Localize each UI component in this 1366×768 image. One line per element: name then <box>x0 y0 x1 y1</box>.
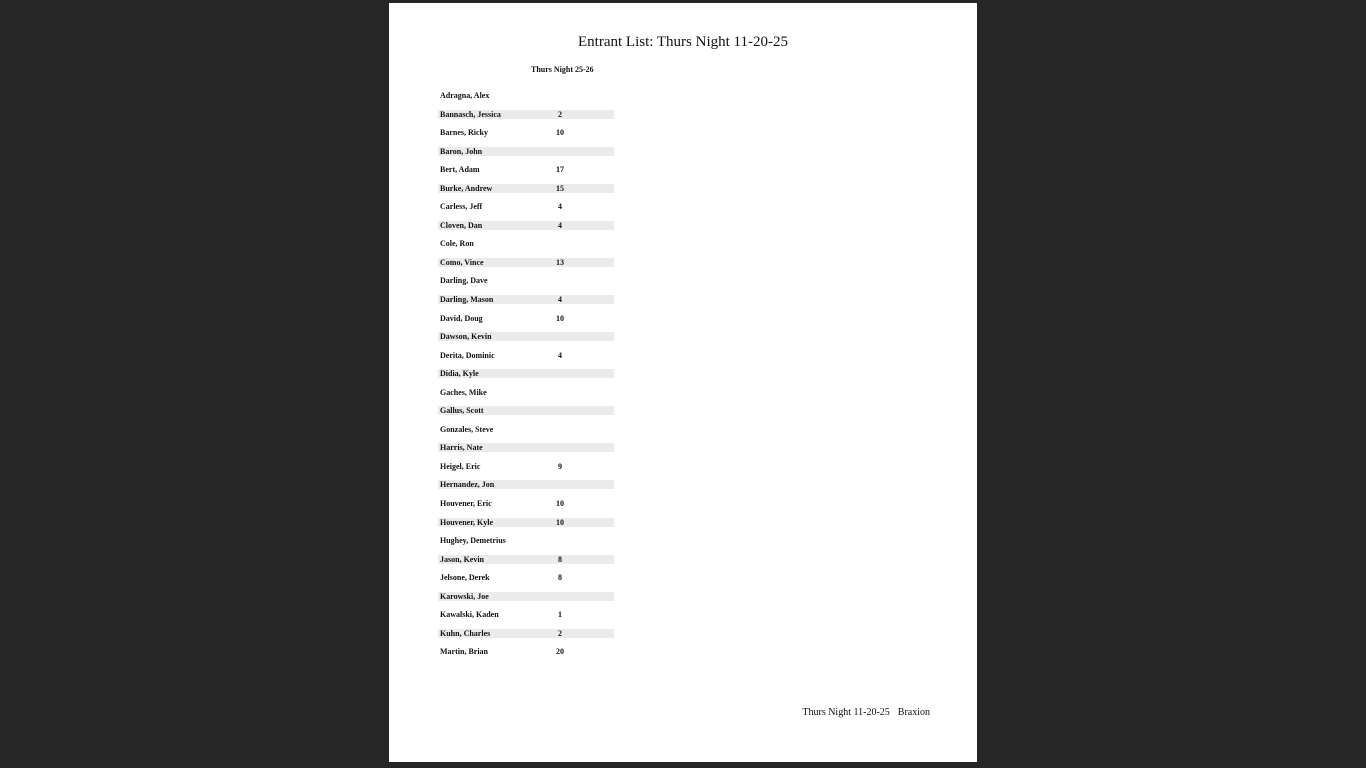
list-item <box>438 569 614 588</box>
entrant-name: Como, Vince <box>440 257 484 267</box>
entrant-value: 4 <box>558 350 562 360</box>
entrant-name: Heigel, Eric <box>440 461 481 471</box>
entrant-name: Cloven, Dan <box>440 220 483 230</box>
list-item <box>438 87 614 106</box>
entrant-value: 8 <box>558 573 562 583</box>
entrant-name: Derita, Dominic <box>440 350 495 360</box>
entrant-value: 4 <box>558 220 562 230</box>
list-item <box>438 106 614 125</box>
entrant-name: Bannasch, Jessica <box>440 109 501 119</box>
entrant-name: Jelsone, Derek <box>440 573 490 583</box>
entrant-value: 8 <box>558 554 562 564</box>
entrant-list <box>438 87 614 662</box>
list-item <box>438 161 614 180</box>
list-item <box>438 235 614 254</box>
list-item <box>438 588 614 607</box>
entrant-name: Didia, Kyle <box>440 369 479 379</box>
list-subtitle: Thurs Night 25-26 <box>531 65 594 74</box>
list-item <box>438 606 614 625</box>
entrant-name: Karowski, Joe <box>440 591 489 601</box>
list-item <box>438 643 614 662</box>
entrant-name: Kuhn, Charles <box>440 628 491 638</box>
list-item <box>438 291 614 310</box>
entrant-value: 13 <box>556 257 564 267</box>
entrant-name: Cole, Ron <box>440 239 474 249</box>
entrant-name: Houvener, Kyle <box>440 517 494 527</box>
list-item <box>438 328 614 347</box>
list-item <box>438 476 614 495</box>
entrant-name: Burke, Andrew <box>440 183 493 193</box>
list-item <box>438 532 614 551</box>
list-item <box>438 402 614 421</box>
entrant-name: Bert, Adam <box>440 165 480 175</box>
entrant-name: Darling, Mason <box>440 295 494 305</box>
list-item <box>438 347 614 366</box>
entrant-value: 2 <box>558 628 562 638</box>
entrant-name: David, Doug <box>440 313 483 323</box>
document-title: Entrant List: Thurs Night 11-20-25 <box>578 34 788 50</box>
entrant-value: 10 <box>556 517 564 527</box>
entrant-value: 10 <box>556 128 564 138</box>
list-item <box>438 198 614 217</box>
entrant-name: Baron, John <box>440 146 483 156</box>
entrant-name: Kawalski, Kaden <box>440 610 499 620</box>
entrant-value: 1 <box>558 610 562 620</box>
list-item <box>438 439 614 458</box>
entrant-name: Barnes, Ricky <box>440 128 488 138</box>
list-item <box>438 421 614 440</box>
list-item <box>438 514 614 533</box>
entrant-name: Houvener, Eric <box>440 499 492 509</box>
entrant-name: Dawson, Kevin <box>440 332 492 342</box>
list-item <box>438 495 614 514</box>
list-item <box>438 458 614 477</box>
document-page <box>389 3 977 762</box>
entrant-name: Adragna, Alex <box>440 91 490 100</box>
entrant-value: 20 <box>556 647 564 657</box>
entrant-name: Martin, Brian <box>440 647 488 657</box>
entrant-name: Hughey, Demetrius <box>440 536 506 546</box>
entrant-value: 10 <box>556 313 564 323</box>
entrant-name: Jason, Kevin <box>440 554 485 564</box>
entrant-name: Carless, Jeff <box>440 202 483 212</box>
entrant-name: Hernandez, Jon <box>440 480 495 490</box>
list-item <box>438 272 614 291</box>
list-item <box>438 217 614 236</box>
list-item <box>438 365 614 384</box>
entrant-value: 9 <box>558 461 562 471</box>
entrant-name: Harris, Nate <box>440 443 483 453</box>
list-item <box>438 384 614 403</box>
page-footer <box>802 707 930 719</box>
entrant-value: 2 <box>558 109 562 119</box>
list-item <box>438 180 614 199</box>
entrant-name: Gonzales, Steve <box>440 424 494 434</box>
entrant-value: 17 <box>556 165 564 175</box>
list-item <box>438 124 614 143</box>
entrant-name: Darling, Dave <box>440 276 488 286</box>
list-item <box>438 143 614 162</box>
entrant-value: 10 <box>556 499 564 509</box>
entrant-value: 15 <box>556 183 564 193</box>
list-item <box>438 625 614 644</box>
footer-event: Thurs Night 11-20-25 <box>802 707 890 718</box>
entrant-value: 4 <box>558 202 562 212</box>
entrant-value: 4 <box>558 295 562 305</box>
footer-brand: Braxion <box>897 707 930 718</box>
list-item <box>438 310 614 329</box>
list-item <box>438 254 614 273</box>
list-item <box>438 551 614 570</box>
entrant-name: Gaches, Mike <box>440 387 487 397</box>
entrant-name: Gallus, Scott <box>440 406 484 416</box>
